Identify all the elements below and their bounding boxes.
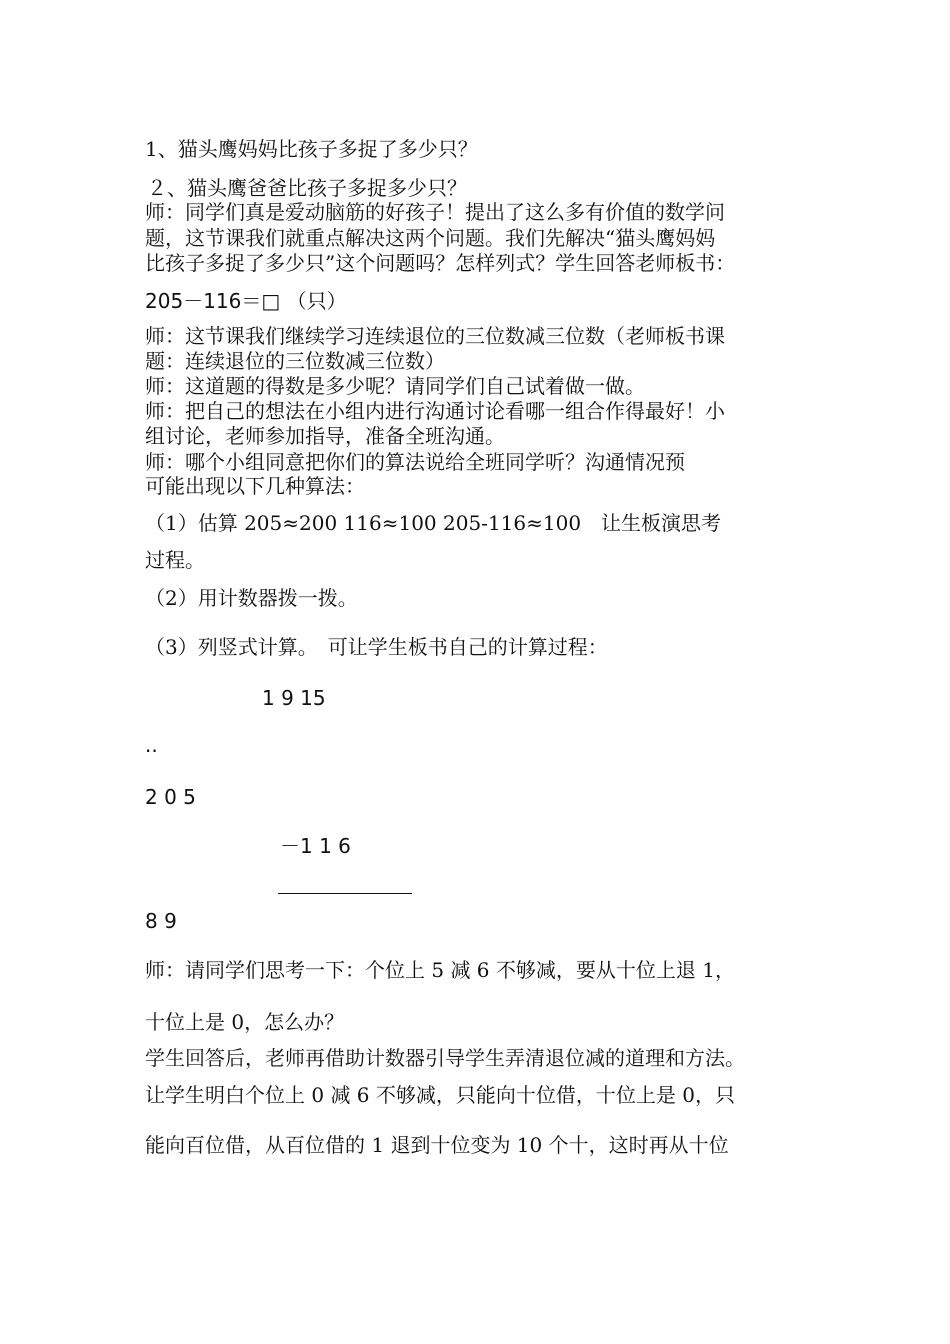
- teacher-line: 师：这节课我们继续学习连续退位的三位数减三位数（老师板书课: [145, 324, 725, 348]
- teacher-line: 题：连续退位的三位数减三位数）: [145, 349, 445, 373]
- teacher-line: 比孩子多捉了多少只”这个问题吗？怎样列式？学生回答老师板书：: [145, 251, 736, 275]
- body-line: 让学生明白个位上 0 减 6 不够减，只能向十位借，十位上是 0，只: [145, 1083, 735, 1107]
- question-2: ２、猫头鹰爸爸比孩子多捉多少只？: [147, 176, 467, 200]
- method-1: （1）估算 205≈200 116≈100 205-116≈100 让生板演思考: [145, 511, 722, 535]
- body-line: 能向百位借，从百位借的 1 退到十位变为 10 个十，这时再从十位: [145, 1133, 729, 1157]
- subtrahend: －1 1 6: [280, 834, 351, 858]
- borrow-marks: 1 9 15: [262, 686, 326, 710]
- minuend: 2 0 5: [145, 785, 196, 809]
- teacher-line: 师：这道题的得数是多少呢？请同学们自己试着做一做。: [145, 374, 645, 398]
- teacher-line: 组讨论，老师参加指导，准备全班沟通。: [145, 424, 505, 448]
- method-1-cont: 过程。: [145, 548, 205, 572]
- borrow-dots: ..: [145, 733, 158, 757]
- teacher-line: 十位上是 0，怎么办？: [145, 1010, 345, 1034]
- teacher-line: 题，这节课我们就重点解决这两个问题。我们先解决“猫头鹰妈妈: [145, 226, 716, 250]
- vertical-calc-rule: [278, 893, 412, 894]
- equation: 205－116＝□ （只）: [145, 289, 347, 313]
- teacher-line: 师：请同学们思考一下：个位上 5 减 6 不够减，要从十位上退 1，: [145, 958, 735, 982]
- teacher-line: 师：哪个小组同意把你们的算法说给全班同学听？沟通情况预: [145, 450, 685, 474]
- body-line: 学生回答后，老师再借助计数器引导学生弄清退位减的道理和方法。: [145, 1046, 745, 1070]
- method-3: （3）列竖式计算。 可让学生板书自己的计算过程：: [145, 635, 608, 659]
- difference: 8 9: [145, 909, 177, 933]
- teacher-line: 师：同学们真是爱动脑筋的好孩子！提出了这么多有价值的数学问: [145, 200, 725, 224]
- teacher-line: 可能出现以下几种算法：: [145, 474, 365, 498]
- method-2: （2）用计数器拨一拨。: [145, 586, 358, 610]
- question-1: 1、猫头鹰妈妈比孩子多捉了多少只？: [145, 137, 478, 161]
- teacher-line: 师：把自己的想法在小组内进行沟通讨论看哪一组合作得最好！小: [145, 399, 725, 423]
